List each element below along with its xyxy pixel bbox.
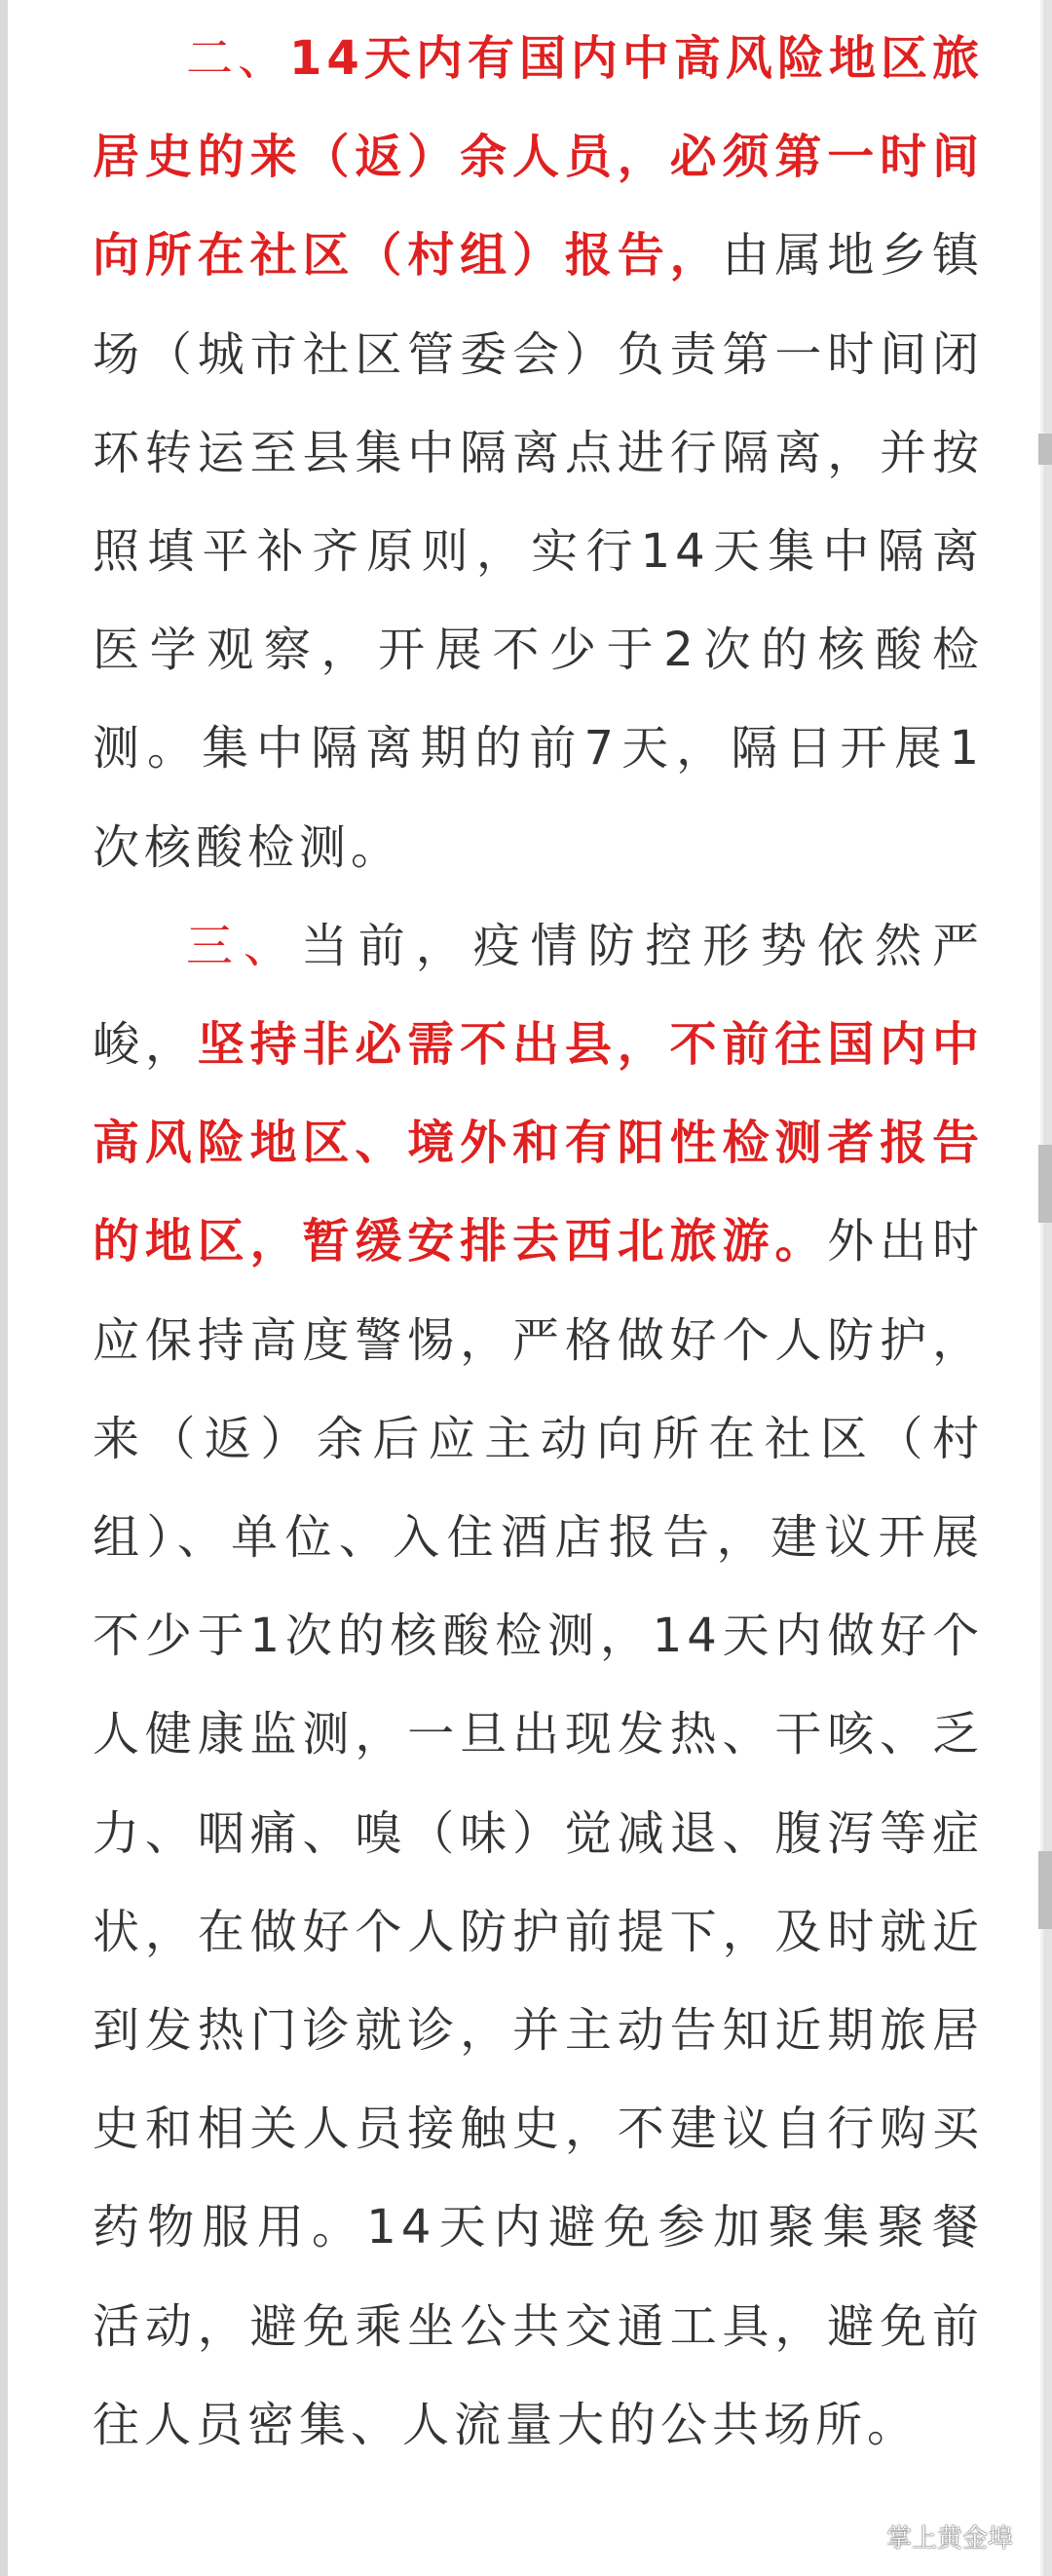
watermark [844, 2519, 1013, 2553]
para3-intro: 当前，疫情防控形势依然严峻， [93, 918, 984, 1073]
article-body [93, 10, 984, 2475]
para3-lead: 三、 [186, 918, 301, 973]
right-edge-tick [1038, 1145, 1052, 1223]
watermark-text: 掌上黄金埠 [885, 2523, 1013, 2554]
paragraph-3 [93, 897, 984, 2475]
para3-highlight: 坚持非必需不出县，不前往国内中高风险地区、境外和有阳性检测者报告的地区，暂缓安排去西北旅游。 [93, 1017, 984, 1269]
right-edge-tick [1038, 1851, 1052, 1929]
para2-lead: 二、 [186, 31, 290, 86]
left-frame-edge [0, 0, 8, 2576]
wechat-icon [844, 2521, 879, 2551]
right-frame-edge [1043, 0, 1052, 2576]
para2-body: 由属地乡镇场（城市社区管委会）负责第一时间闭环转运至县集中隔离点进行隔离，并按照填平补齐原则，实行14天集中隔离医学观察，开展不少于2次的核酸检测。集中隔离期的前7天，隔日开展1次核酸检测。 [93, 228, 984, 875]
para3-body: 外出时应保持高度警惕，严格做好个人防护，来（返）余后应主动向所在社区（村组）、单位、入住酒店报告，建议开展不少于1次的核酸检测，14天内做好个人健康监测，一旦出现发热、干咳、乏力、咽痛、嗅（味）觉减退、腹泻等症状，在做好个人防护前提下，及时就近到发热门诊就诊，并主动告知近期旅居史和相关人员接触史，不建议自行购买药物服用。14天内避免参加聚集聚餐活动，避免乘坐公共交通工具，避免前往人员密集、人流量大的公共场所。 [93, 1214, 984, 2452]
paragraph-2 [93, 10, 984, 897]
para2-highlight: 14天内有国内中高风险地区旅居史的来（返）余人员，必须第一时间向所在社区（村组）报告， [93, 31, 984, 284]
right-edge-tick [1038, 434, 1052, 465]
